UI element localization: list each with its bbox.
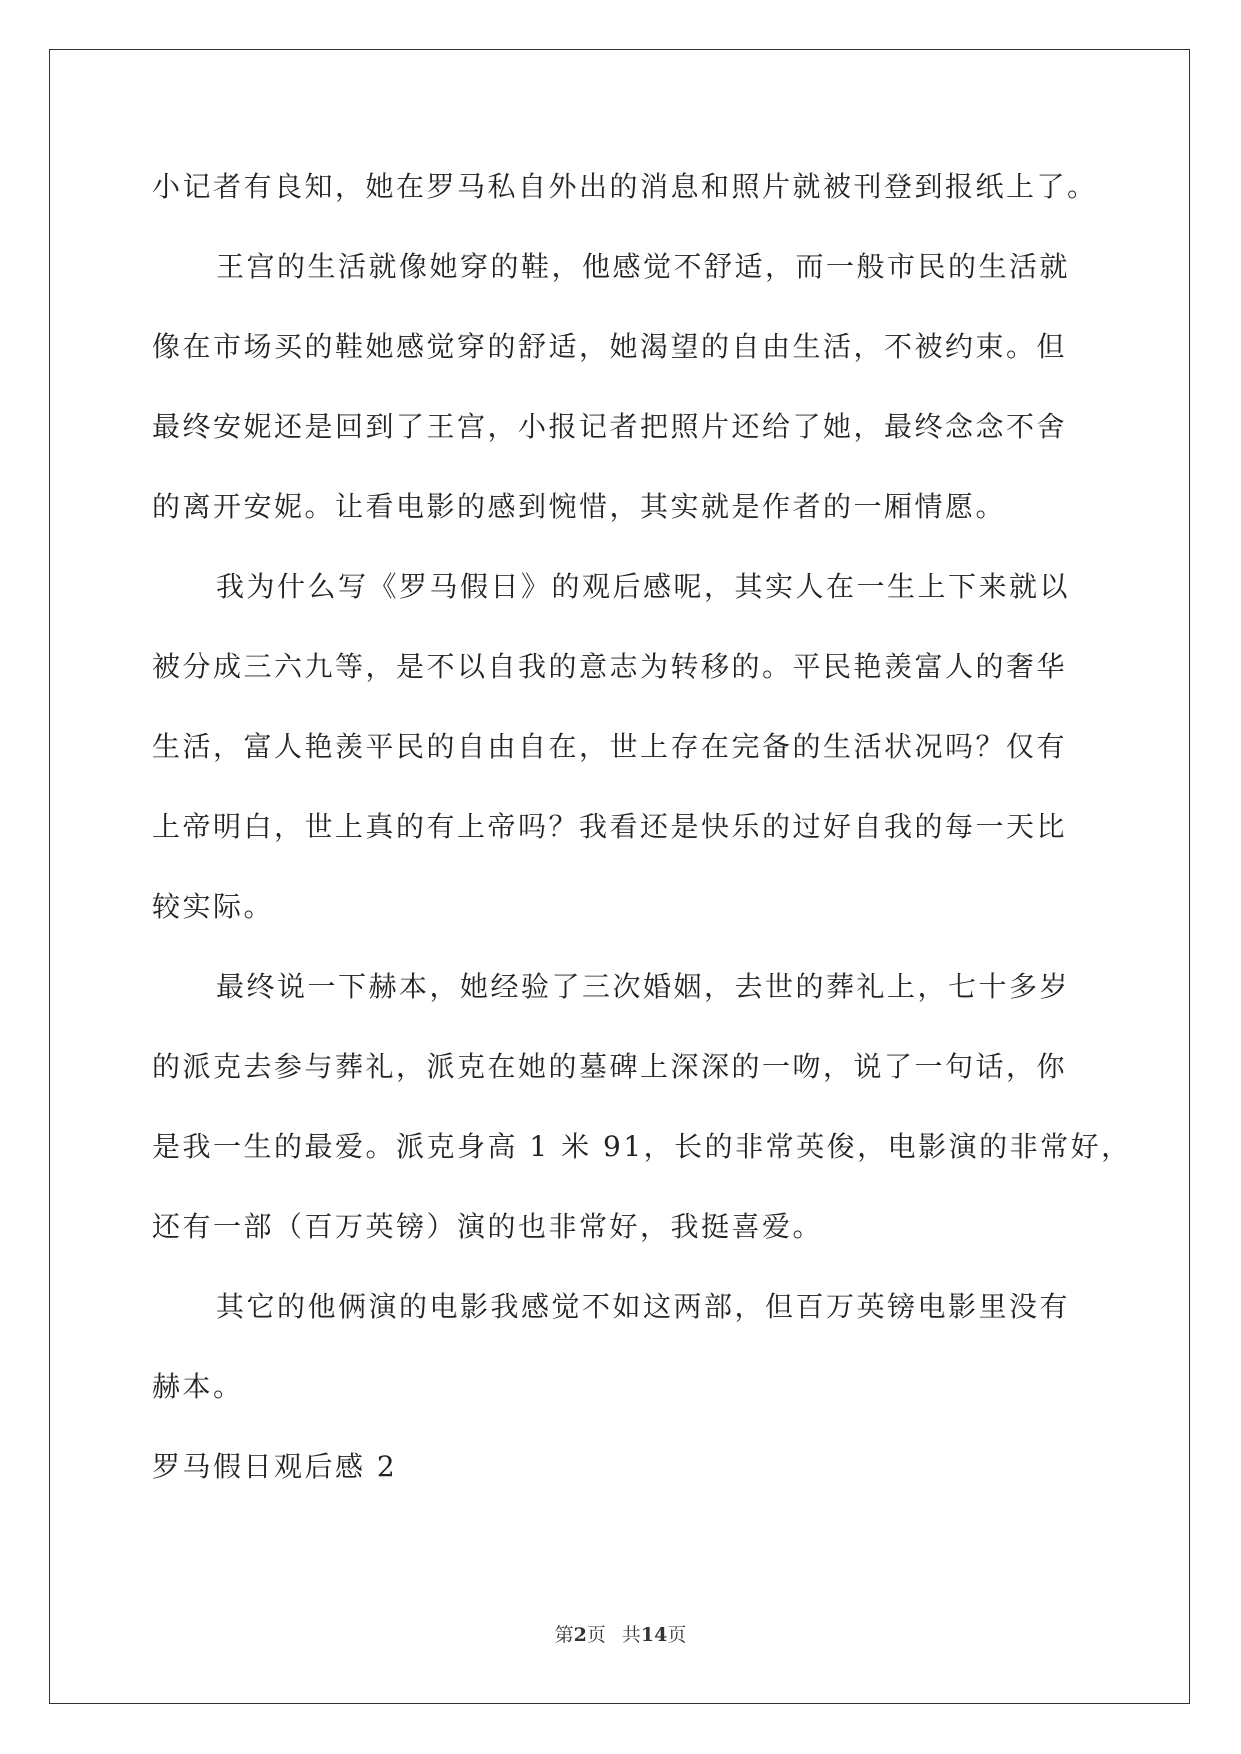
text-line: 最终安妮还是回到了王宫，小报记者把照片还给了她，最终念念不舍 xyxy=(152,410,1068,443)
paragraph xyxy=(152,147,1098,227)
text-line: 较实际。 xyxy=(152,890,275,923)
footer-page-suffix: 页 xyxy=(586,1624,606,1646)
text-line: 的离开安妮。让看电影的感到惋惜，其实就是作者的一厢情愿。 xyxy=(152,490,1007,523)
footer-total-prefix: 共 xyxy=(621,1624,641,1646)
text-line: 像在市场买的鞋她感觉穿的舒适，她渴望的自由生活，不被约束。但 xyxy=(152,330,1068,363)
page-footer xyxy=(0,1620,1241,1647)
paragraph xyxy=(152,547,1092,947)
footer-prefix: 第 xyxy=(554,1624,574,1646)
section-heading xyxy=(152,1427,1092,1507)
text-line: 最终说一下赫本，她经验了三次婚姻，去世的葬礼上，七十多岁 xyxy=(216,970,1071,1003)
paragraph xyxy=(152,1267,1092,1427)
text-line: 生活，富人艳羡平民的自由自在，世上存在完备的生活状况吗？仅有 xyxy=(152,730,1068,763)
total-pages-number: 14 xyxy=(640,1624,668,1646)
text-line: 的派克去参与葬礼，派克在她的墓碑上深深的一吻，说了一句话，你 xyxy=(152,1050,1068,1083)
document-body xyxy=(152,147,1132,1507)
text-line: 上帝明白，世上真的有上帝吗？我看还是快乐的过好自我的每一天比 xyxy=(152,810,1068,843)
paragraph xyxy=(152,227,1092,547)
text-line: 王宫的生活就像她穿的鞋，他感觉不舒适，而一般市民的生活就 xyxy=(216,250,1071,283)
text-line: 还有一部（百万英镑）演的也非常好，我挺喜爱。 xyxy=(152,1210,824,1243)
text-line: 赫本。 xyxy=(152,1370,244,1403)
heading-text: 罗马假日观后感 2 xyxy=(152,1450,398,1483)
text-line: 被分成三六九等，是不以自我的意志为转移的。平民艳羡富人的奢华 xyxy=(152,650,1068,683)
text-line: 我为什么写《罗马假日》的观后感呢，其实人在一生上下来就以 xyxy=(216,570,1071,603)
text-line: 小记者有良知，她在罗马私自外出的消息和照片就被刊登到报纸上了。 xyxy=(152,170,1098,203)
paragraph xyxy=(152,947,1132,1267)
current-page-number: 2 xyxy=(573,1624,587,1646)
footer-total-suffix: 页 xyxy=(667,1624,687,1646)
text-line: 其它的他俩演的电影我感觉不如这两部，但百万英镑电影里没有 xyxy=(216,1290,1071,1323)
text-line: 是我一生的最爱。派克身高 1 米 91，长的非常英俊，电影演的非常好， xyxy=(152,1130,1132,1163)
